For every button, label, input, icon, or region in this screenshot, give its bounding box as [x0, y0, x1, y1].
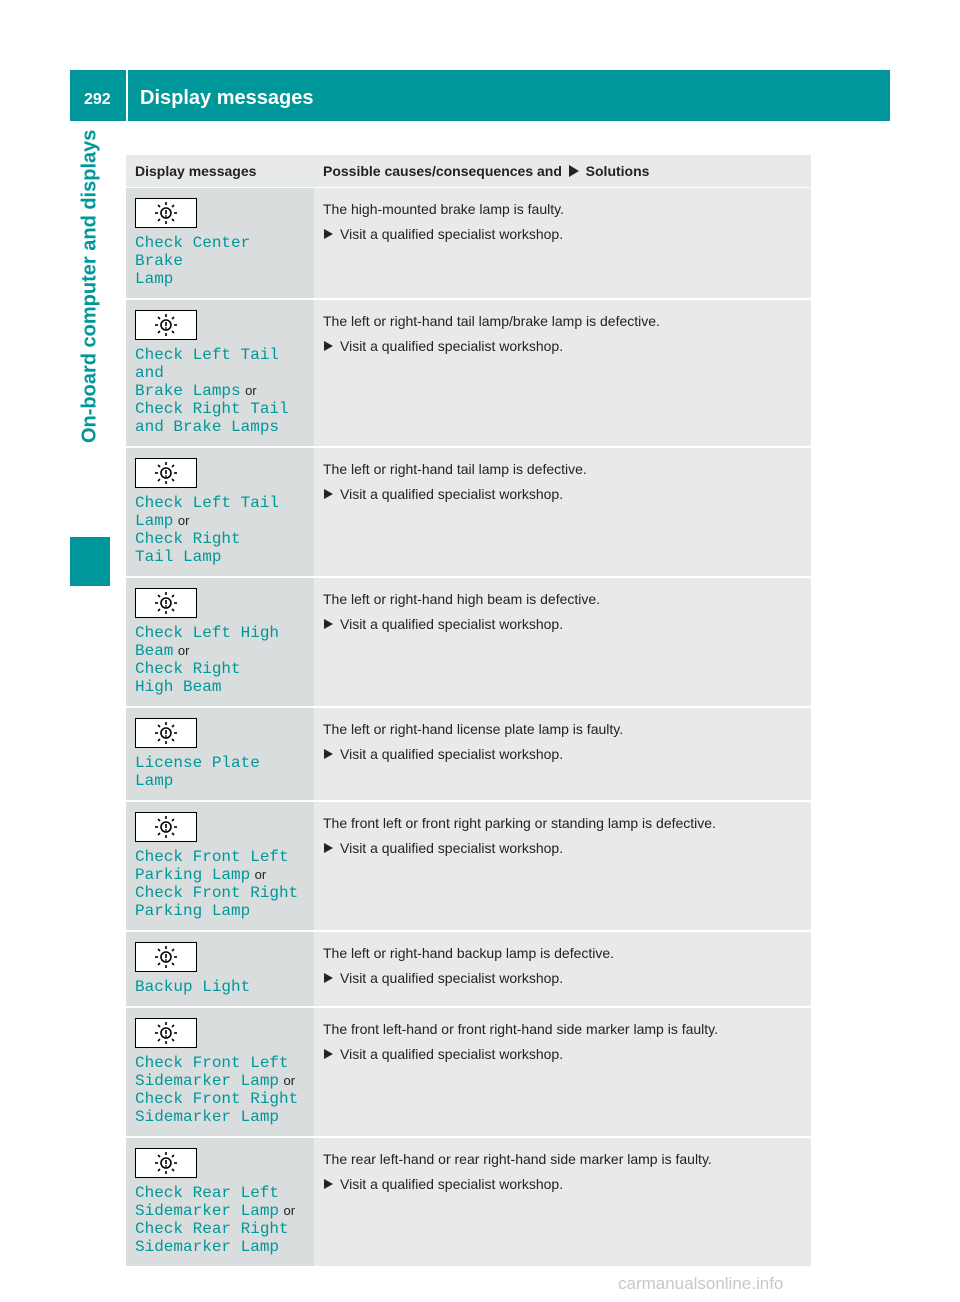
table-row [126, 931, 811, 1007]
arrow-right-icon [324, 1049, 333, 1059]
arrow-right-icon [324, 749, 333, 759]
display-message: Check Right High Beam [135, 660, 241, 697]
page-number: 292 [84, 91, 111, 108]
arrow-right-icon [324, 489, 333, 499]
display-message: Check Left High Beam [135, 624, 280, 661]
table-row [126, 1137, 811, 1267]
cause-text: The left or right-hand backup lamp is defective. [323, 945, 615, 962]
table-row [126, 299, 811, 447]
display-message: Check Front Left Parking Lamp [135, 848, 289, 885]
solution-text: Visit a qualified specialist workshop. [340, 486, 564, 503]
arrow-right-icon [324, 229, 333, 239]
message-text [135, 494, 305, 566]
solution-cell [314, 931, 811, 1007]
lamp-fault-icon [135, 310, 197, 340]
side-tab-marker [70, 537, 110, 586]
solution-text: Visit a qualified specialist workshop. [340, 226, 564, 243]
display-message: Check Left Tail Lamp [135, 494, 280, 531]
display-message: Check Front Right Sidemarker Lamp [135, 1090, 299, 1127]
lamp-fault-icon [135, 198, 197, 228]
table-row [126, 1007, 811, 1137]
col-header-solutions [314, 155, 811, 188]
solution-cell [314, 447, 811, 577]
solution-text: Visit a qualified specialist workshop. [340, 1046, 564, 1063]
solution-text: Visit a qualified specialist workshop. [340, 338, 564, 355]
display-message: Check Center Brake Lamp [135, 234, 251, 289]
solution-text: Visit a qualified specialist workshop. [340, 616, 564, 633]
message-cell [126, 299, 314, 447]
solution-step [323, 337, 802, 355]
display-message: Check Rear Right Sidemarker Lamp [135, 1220, 289, 1257]
display-message: Check Rear Left Sidemarker Lamp [135, 1184, 280, 1221]
lamp-fault-icon [135, 942, 197, 972]
arrow-right-icon [324, 619, 333, 629]
display-message: Check Right Tail and Brake Lamps [135, 400, 289, 437]
message-text [135, 624, 305, 696]
message-cell [126, 801, 314, 931]
solution-step [323, 745, 802, 763]
message-text [135, 978, 305, 996]
page-title: Display messages [140, 87, 314, 109]
solution-cell [314, 1007, 811, 1137]
or-label: or [245, 383, 257, 399]
display-message: Check Front Left Sidemarker Lamp [135, 1054, 289, 1091]
message-text [135, 234, 305, 288]
message-cell [126, 1007, 314, 1137]
solution-step [323, 615, 802, 633]
display-message: Check Left Tail and Brake Lamps [135, 346, 280, 401]
cause-text: The high-mounted brake lamp is faulty. [323, 201, 564, 218]
or-label: or [254, 867, 267, 883]
cause-text: The front left-hand or front right-hand side marker lamp is faulty. [323, 1021, 719, 1038]
or-label: or [177, 513, 190, 529]
display-messages-table [126, 155, 811, 1268]
solution-cell [314, 577, 811, 707]
lamp-fault-icon [135, 812, 197, 842]
solution-text: Visit a qualified specialist workshop. [340, 1176, 564, 1193]
cause-text: The left or right-hand license plate lamp is faulty. [323, 721, 624, 738]
solution-step [323, 1175, 802, 1193]
arrow-right-icon [569, 165, 579, 177]
lamp-fault-icon [135, 718, 197, 748]
cause-text: The left or right-hand tail lamp/brake lamp is defective. [323, 313, 660, 330]
page-header [70, 70, 890, 121]
arrow-right-icon [324, 341, 333, 351]
cause-text: The front left or front right parking or standing lamp is defective. [323, 815, 716, 832]
display-message: Backup Light [135, 978, 251, 997]
arrow-right-icon [324, 843, 333, 853]
solution-text: Visit a qualified specialist workshop. [340, 970, 564, 987]
solution-cell [314, 1137, 811, 1267]
solution-step [323, 225, 802, 243]
side-tab-label: On-board computer and displays [78, 130, 101, 444]
message-text [135, 1184, 305, 1256]
message-cell [126, 577, 314, 707]
solution-step [323, 1045, 802, 1063]
solution-step [323, 969, 802, 987]
cause-text: The rear left-hand or rear right-hand side marker lamp is faulty. [323, 1151, 712, 1168]
arrow-right-icon [324, 1179, 333, 1189]
solution-step [323, 485, 802, 503]
display-message: License Plate Lamp [135, 754, 260, 791]
or-label: or [177, 643, 190, 659]
message-cell [126, 931, 314, 1007]
table-row [126, 188, 811, 300]
arrow-right-icon [324, 973, 333, 983]
message-cell [126, 1137, 314, 1267]
header-divider [126, 70, 128, 121]
lamp-fault-icon [135, 1148, 197, 1178]
lamp-fault-icon [135, 458, 197, 488]
solution-cell [314, 188, 811, 300]
table-row [126, 577, 811, 707]
col-header-post: Solutions [585, 163, 650, 179]
solution-cell [314, 801, 811, 931]
display-message: Check Right Tail Lamp [135, 530, 241, 567]
lamp-fault-icon [135, 588, 197, 618]
message-text [135, 1054, 305, 1126]
solution-step [323, 839, 802, 857]
or-label: or [283, 1203, 296, 1219]
watermark: carmanualsonline.info [618, 1274, 784, 1293]
solution-cell [314, 299, 811, 447]
col-header-messages: Display messages [126, 155, 314, 188]
message-text [135, 346, 305, 436]
cause-text: The left or right-hand high beam is defective. [323, 591, 601, 608]
solution-text: Visit a qualified specialist workshop. [340, 840, 564, 857]
table-row [126, 707, 811, 801]
solution-cell [314, 707, 811, 801]
message-text [135, 848, 305, 920]
message-text [135, 754, 305, 790]
col-header-pre: Possible causes/consequences and [323, 163, 562, 179]
table-row [126, 447, 811, 577]
solution-text: Visit a qualified specialist workshop. [340, 746, 564, 763]
message-cell [126, 188, 314, 300]
lamp-fault-icon [135, 1018, 197, 1048]
cause-text: The left or right-hand tail lamp is defective. [323, 461, 587, 478]
table-row [126, 801, 811, 931]
message-cell [126, 447, 314, 577]
message-cell [126, 707, 314, 801]
table-header-row [126, 155, 811, 188]
or-label: or [283, 1073, 296, 1089]
display-message: Check Front Right Parking Lamp [135, 884, 299, 921]
